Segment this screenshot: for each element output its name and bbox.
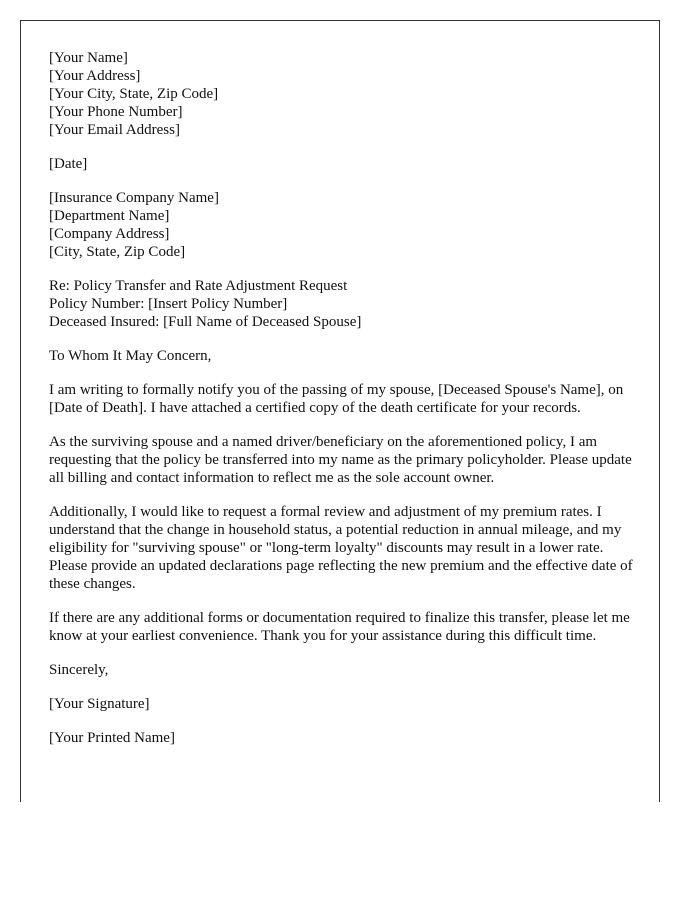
printed-name-placeholder: [Your Printed Name]	[49, 730, 175, 746]
printed-name-block	[49, 729, 639, 747]
body-paragraph-notification: I am writing to formally notify you of the passing of my spouse, [Deceased Spouse's Name], on [Date of Death]. I have attached a certified copy of the death certificate for your records.	[49, 382, 624, 416]
signature-placeholder: [Your Signature]	[49, 696, 150, 712]
letter-content	[49, 49, 639, 763]
subject-line: Re: Policy Transfer and Rate Adjustment Request	[49, 278, 348, 294]
sender-block	[49, 49, 639, 139]
date-block	[49, 155, 639, 173]
body-paragraph-transfer-request: As the surviving spouse and a named driver/beneficiary on the aforementioned policy, I am requesting that the policy be transferred into my name as the primary policyholder. Please update all billing and contact information to reflect me as the sole account owner.	[49, 434, 632, 486]
salutation-block	[49, 347, 639, 365]
recipient-company: [Insurance Company Name]	[49, 190, 219, 206]
letter-date: [Date]	[49, 156, 88, 172]
sender-phone: [Your Phone Number]	[49, 104, 183, 120]
recipient-department: [Department Name]	[49, 208, 170, 224]
recipient-block	[49, 189, 639, 261]
sender-email: [Your Email Address]	[49, 122, 180, 138]
valediction: Sincerely,	[49, 662, 109, 678]
policy-number-line: Policy Number: [Insert Policy Number]	[49, 296, 288, 312]
sender-city-state-zip: [Your City, State, Zip Code]	[49, 86, 219, 102]
sender-name: [Your Name]	[49, 50, 128, 66]
recipient-city-state-zip: [City, State, Zip Code]	[49, 244, 186, 260]
salutation: To Whom It May Concern,	[49, 348, 212, 364]
recipient-address: [Company Address]	[49, 226, 170, 242]
deceased-insured-line: Deceased Insured: [Full Name of Deceased Spouse]	[49, 314, 362, 330]
body-paragraph-closing-request: If there are any additional forms or documentation required to finalize this transfer, please let me know at your earliest convenience. Thank you for your assistance during this difficult time.	[49, 610, 630, 644]
letter-page	[20, 20, 660, 802]
sender-address: [Your Address]	[49, 68, 141, 84]
valediction-block	[49, 661, 639, 679]
body-paragraph-rate-adjustment: Additionally, I would like to request a formal review and adjustment of my premium rates. I understand that the change in household status, a potential reduction in annual mileage, and my eligibility for "surviving spouse" or "long-term loyalty" discounts may result in a lower rate. Please provide an updated declarations page reflecting the new premium and the effective date of these changes.	[49, 504, 633, 592]
signature-block	[49, 695, 639, 713]
reference-block	[49, 277, 639, 331]
